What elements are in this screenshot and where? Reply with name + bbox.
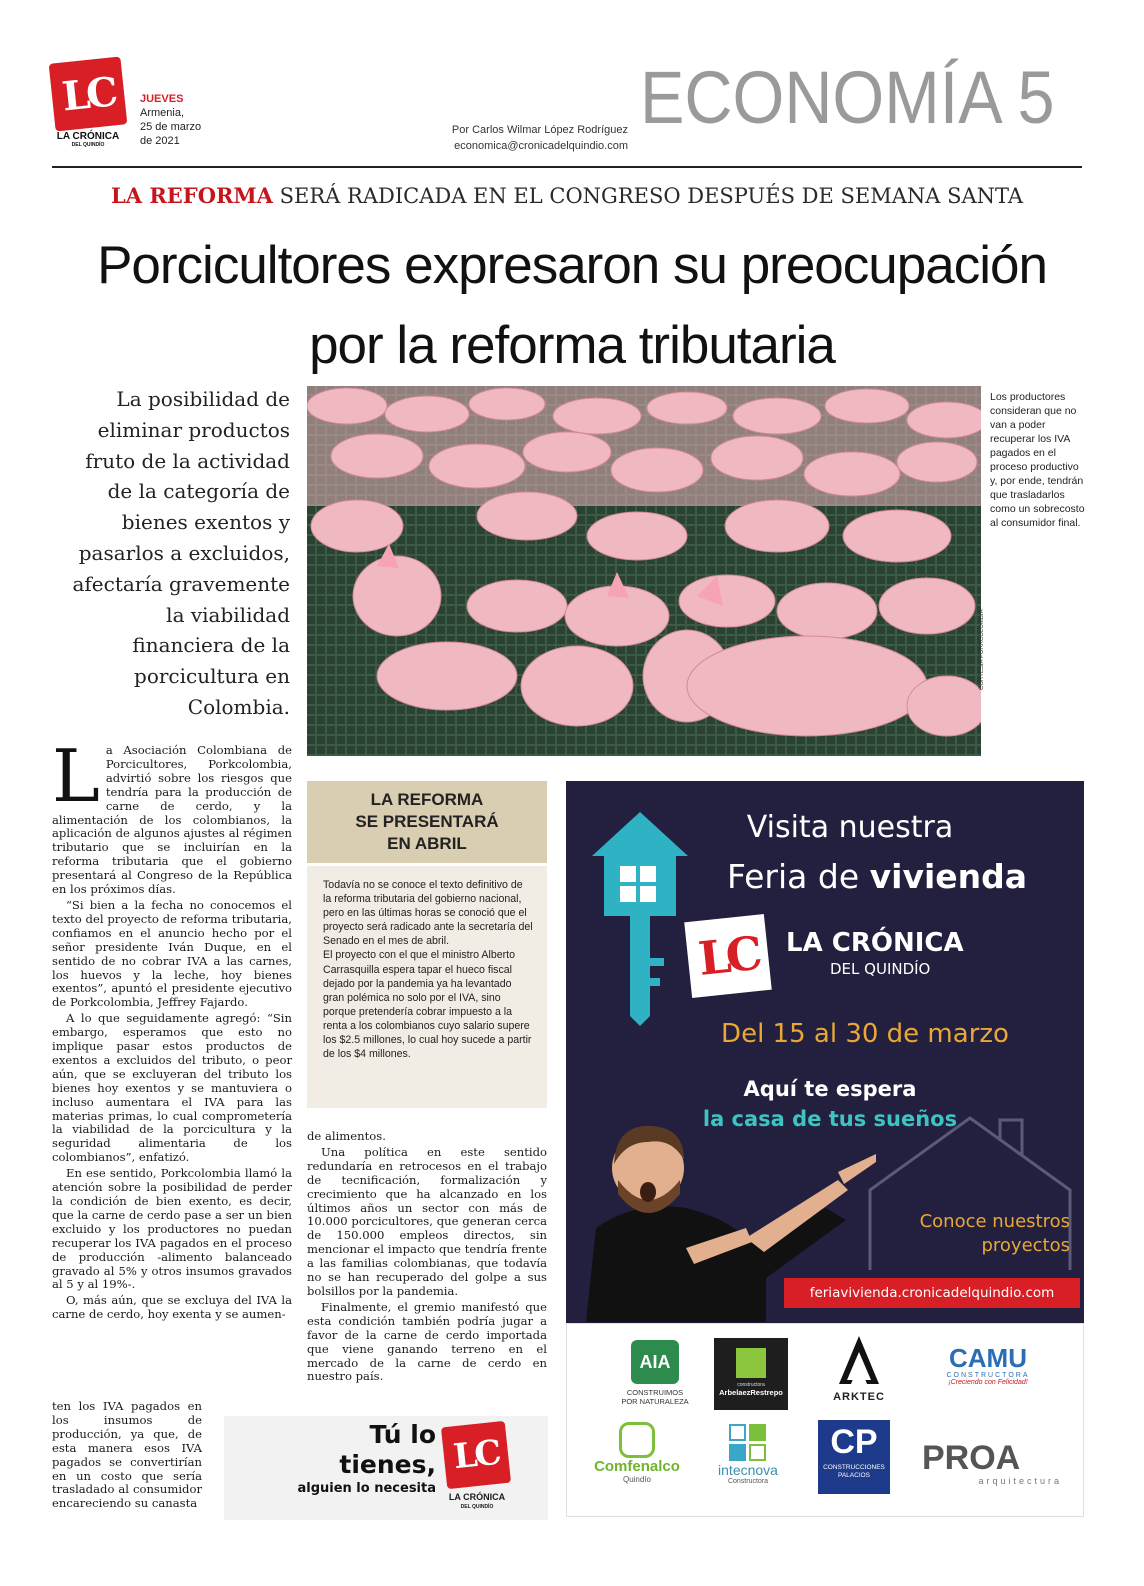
ad-line-a: Aquí te espera <box>743 1077 917 1101</box>
paragraph <box>52 734 292 897</box>
ad-dates: Del 15 al 30 de marzo <box>721 1019 1009 1049</box>
logo-text: LC <box>59 67 117 121</box>
date-line-2: de 2021 <box>140 135 180 147</box>
author-email[interactable]: economica@cronicadelquindio.com <box>454 140 628 152</box>
ad-title-1: Visita nuestra <box>746 810 954 845</box>
header-rule <box>52 166 1082 168</box>
proa-tag: arquitectura <box>978 1476 1062 1486</box>
arktec-name: ARKTEC <box>833 1391 885 1403</box>
promo-text <box>236 1420 436 1498</box>
headline-line-2: por la reforma tributaria <box>309 316 835 375</box>
sponsor-arktec <box>824 1334 894 1403</box>
deck: La posibilidad de eliminar productos fruto de la actividad de la categoría de bienes exentos y pasarlos a excluidos, afectaría gravemente la viabilidad financiera de la porcicultura en Colombia. <box>72 387 290 719</box>
byline <box>420 122 628 154</box>
paragraph: de alimentos. <box>307 1129 386 1143</box>
arbelaez-icon <box>736 1348 766 1378</box>
ad-brand-sub: DEL QUINDÍO <box>830 960 931 978</box>
paragraph: Finalmente, el gremio manifestó que esta condición también podría jugar a favor de la carne de cerdo importada que viene ganando terreno en el mercado de la carne de cerdo en nuestro país. <box>307 1299 547 1384</box>
ad-url[interactable]: feriavivienda.cronicadelquindio.com <box>784 1278 1080 1308</box>
article-column-2 <box>307 1130 547 1386</box>
intecnova-tag: Constructora <box>727 1478 769 1485</box>
comfenalco-icon <box>619 1422 655 1458</box>
promo-logo-name-text: LA CRÓNICA <box>448 1492 506 1502</box>
sidebar-title-line-1: LA REFORMA <box>370 790 484 809</box>
paragraph: Una política en este sentido redundaría en retrocesos en el trabajo de tecnificación, formalización y crecimiento que ha alcanzado en los últimos años un sector con más de 10.000 porcicultores, que generan cerca de 150.000 empleos directos, sin mencionar el impacto que tendría frente a las familias colombianas, que todavía no se han recuperado del golpe a sus bolsillos por la pandemia. <box>307 1144 547 1298</box>
arktec-icon <box>837 1334 881 1386</box>
photo-caption: Los productores consideran que no van a poder recuperar los IVA pagados en el proceso productivo y, por ende, tendrán que trasladarlos como un sobrecosto al consumidor final. <box>990 391 1085 529</box>
ad-logo <box>684 914 772 998</box>
kicker-text: SERÁ RADICADA EN EL CONGRESO DESPUÉS DE SEMANA SANTA <box>272 184 1024 208</box>
ad-line-b: la casa de tus sueños <box>702 1107 958 1131</box>
ad-title-2 <box>692 856 1062 898</box>
arbelaez-tag: constructora <box>737 1382 765 1388</box>
paragraph: “Si bien a la fecha no conocemos el texto del proyecto de reforma tributaria, confiamos en el anuncio hecho por el señor presidente Iván Duque, en el sentido de no cobrar IVA a las carnes, los huevos y la leche, hoy bienes exentos”, apuntó el presidente ejecutivo de Porkcolombia, Jeffrey Fajardo. <box>52 897 292 1010</box>
sponsor-camu <box>926 1344 1050 1386</box>
sponsor-intecnova <box>706 1424 790 1485</box>
sponsor-proa <box>922 1440 1072 1486</box>
date-block <box>140 92 201 148</box>
logo-name <box>48 131 128 148</box>
article-column-1-tail: ten los IVA pagados en los insumos de producción, ya que, de esta manera esos IVA pagados se convertirían en un costo que sería trasladado al consumidor encareciendo su canasta <box>52 1399 202 1511</box>
sponsor-cp <box>818 1420 890 1494</box>
logo-sub-text: DEL QUINDÍO <box>71 142 105 148</box>
ad-logo-text: LC <box>695 926 761 986</box>
sponsor-comfenalco <box>580 1422 694 1484</box>
house-key-icon <box>590 808 690 1028</box>
sidebar-title-line-3: EN ABRIL <box>387 834 467 853</box>
sidebar-title-line-2: SE PRESENTARÁ <box>355 812 499 831</box>
sidebar-paragraph: El proyecto con el que el ministro Alberto Carrasquilla espera tapar el hueco fiscal dejado por la pandemia ya ha levantado gran polémica no solo por el IVA, sino porque pretendería cobrar impuesto a la renta a los colombianos cuyo salario supere los $2.5 millones, lo cual hoy sucede a partir de los $4 millones. <box>323 949 532 1061</box>
ad-title-2a: Feria de <box>726 857 870 896</box>
article-column-1 <box>52 734 292 1324</box>
proa-name: PROA <box>922 1439 1021 1477</box>
camu-slogan: ¡Creciendo con Felicidad! <box>948 1379 1028 1386</box>
promo-line-1: Tú lo <box>369 1420 436 1449</box>
promo-line-3: alguien lo necesita <box>297 1481 436 1496</box>
promo-logo-sub: DEL QUINDÍO <box>460 1504 494 1510</box>
intecnova-icon <box>729 1424 767 1462</box>
aia-logo: AIA <box>631 1340 679 1384</box>
cp-logo: CP <box>830 1423 878 1461</box>
logo-name-text: LA CRÓNICA <box>56 131 120 142</box>
photo-credit: CORTESÍA PORKCOLOMBIA <box>979 609 985 690</box>
ad-projects-1: Conoce nuestros <box>919 1211 1070 1232</box>
ad-title-2b: vivienda <box>869 857 1028 896</box>
paragraph-text: a Asociación Colombiana de Porcicultores, Porkcolombia, advirtió sobre los riesgos que tendría para la producción de carne de cerdo, y la alimentación de los colombianos, la aplicación de algunos ajustes al régimen tributario que se incluirían en la reforma tributaria que el gobierno presentará al Congreso de la República en los próximos días. <box>52 743 292 897</box>
sidebar-paragraph: Todavía no se conoce el texto definitivo de la reforma tributaria del gobierno nacional, pero en las últimas horas se conoció que el proyecto será radicado ante la secretaría del Senado en el mes de abril. <box>323 879 533 948</box>
sponsor-aia <box>620 1340 690 1406</box>
paragraph: A lo que seguidamente agregó: “Sin embargo, esperamos que esto no implique pasar estos productos de exentos a excluidos del tributo, o peor aún, que se excluyeran del tributo los bienes hoy exentos y se mantuviera o incluso aumentara el IVA para las materias primas, lo cual comprometería la viabilidad de la porcicultura y la seguridad alimentaria de los colombianos”, enfatizó. <box>52 1011 292 1165</box>
sponsor-arbelaez <box>714 1338 788 1410</box>
paragraph: O, más aún, que se excluya del IVA la carne de cerdo, hoy exenta y se aumen- <box>52 1293 292 1322</box>
section-title: ECONOMÍA 5 <box>640 56 1055 139</box>
kicker-highlight: LA REFORMA <box>110 183 273 208</box>
comfenalco-tag: Quindío <box>622 1475 652 1484</box>
promo-logo-text: LC <box>451 1432 501 1478</box>
newspaper-logo <box>49 56 128 131</box>
author: Por Carlos Wilmar López Rodríguez <box>451 124 628 136</box>
pigs-photo <box>307 386 981 756</box>
headline-line-1: Porcicultores expresaron su preocupación <box>97 236 1047 295</box>
ad-projects-2: proyectos <box>981 1235 1070 1256</box>
promo-logo <box>441 1421 511 1489</box>
kicker <box>52 180 1082 212</box>
promo-logo-name <box>440 1492 514 1512</box>
promo-line-2: tienes, <box>339 1450 436 1479</box>
city: Armenia, <box>140 107 185 119</box>
camu-tag: CONSTRUCTORA <box>946 1372 1030 1379</box>
sidebar-body <box>307 866 547 1108</box>
weekday: JUEVES <box>140 93 184 105</box>
ad-brand: LA CRÓNICA <box>786 928 964 958</box>
arbelaez-name: ArbelaezRestrepo <box>719 1388 783 1397</box>
cp-tag: CONSTRUCCIONES PALACIOS <box>823 1464 885 1479</box>
pigs-illustration <box>307 386 981 756</box>
camu-name: CAMU <box>949 1343 1027 1373</box>
aia-tag: CONSTRUIMOS POR NATURALEZA <box>621 1388 689 1406</box>
dropcap: L <box>52 734 100 818</box>
sidebar-title <box>307 781 547 863</box>
paragraph: En ese sentido, Porkcolombia llamó la atención sobre la posibilidad de perder la condición de bien exento, es decir, que la carne de cerdo pase a ser un bien excluido y los productores no puedan recuperar los IVA pagados en el proceso de producción -alimento balanceado gravado al 5% y otros insumos gravados al 5 y al 19%-. <box>52 1166 292 1292</box>
comfenalco-name: Comfenalco <box>594 1458 680 1475</box>
intecnova-name: intecnova <box>718 1462 778 1478</box>
ad-projects <box>870 1210 1070 1258</box>
headline <box>40 226 1104 386</box>
date-line-1: 25 de marzo <box>140 121 202 133</box>
